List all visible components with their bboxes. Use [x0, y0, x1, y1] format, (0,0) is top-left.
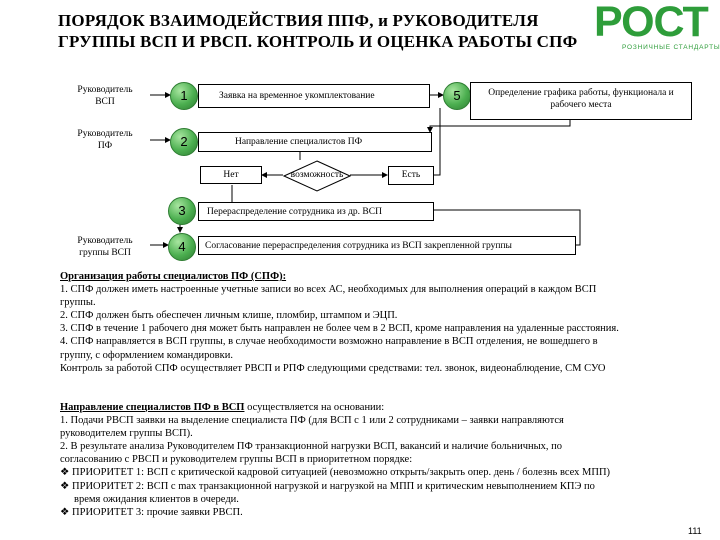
decision-no-label: Нет: [223, 170, 239, 180]
org-line: группы.: [60, 297, 96, 309]
logo-tagline: РОЗНИЧНЫЕ СТАНДАРТЫ: [622, 44, 720, 51]
org-line: 1. СПФ должен иметь настроенные учетные записи во всех АС, необходимых для выполнения операций в каждом ВСП: [60, 284, 597, 296]
role-ppf-line1: Руководитель: [77, 129, 133, 139]
connector-5-2: [430, 120, 570, 132]
step-4-box: [198, 236, 576, 255]
step-2-number: 2: [170, 128, 198, 156]
title-line-1: ПОРЯДОК ВЗАИМОДЕЙСТВИЯ ППФ, и РУКОВОДИТЕЛЯ: [58, 11, 539, 30]
step-3-text: Перераспределение сотрудника из др. ВСП: [207, 207, 382, 217]
logo-name: РОСТ: [594, 0, 708, 46]
step-5-number: 5: [443, 82, 471, 110]
dir-line: 2. В результате анализа Руководителем ПФ транзакционной нагрузки ВСП, вакансий и наличие больничных, по: [60, 441, 563, 453]
role-head-vsp: [60, 84, 150, 118]
role-head-group: [60, 235, 150, 265]
role-vsp-line2: ВСП: [95, 97, 115, 107]
dir-heading-line: [60, 401, 720, 414]
connector-yes-5: [432, 108, 440, 175]
role-ppf-line2: ПФ: [97, 141, 113, 151]
role-vsp-line1: Руководитель: [77, 85, 133, 95]
org-line: Контроль за работой СПФ осуществляет РВСП и РПФ следующими средствами: тел. звонок, видеонаблюдение, СМ СУО: [60, 362, 606, 374]
page-number: 111: [688, 526, 702, 536]
step-3-box: [198, 202, 434, 221]
step-4-number: 4: [168, 233, 196, 261]
decision-yes-box: [388, 166, 434, 185]
step-2-box: [198, 132, 432, 152]
org-line: группу, с оформлением командировки.: [60, 349, 233, 361]
step-4-text: Согласование перераспределения сотрудника из ВСП закрепленной группы: [205, 241, 512, 251]
dir-line: руководителем группы ВСП).: [60, 428, 193, 440]
dir-line: согласованию с РВСП и руководителем группы ВСП в приоритетном порядке:: [60, 454, 413, 466]
step-1-text: Заявка на временное укомплектование: [219, 91, 375, 101]
step-2-text: Направление специалистов ПФ: [235, 137, 363, 147]
org-section: [60, 270, 720, 375]
role-head-ppf: [60, 128, 150, 162]
org-line: 4. СПФ направляется в ВСП группы, в случае необходимости возможно направление в ВСП отделения, не вошедшего в: [60, 336, 598, 348]
dir-heading: Направление специалистов ПФ в ВСП: [60, 402, 245, 413]
org-heading: Организация работы специалистов ПФ (СПФ):: [60, 271, 287, 282]
dir-line: 1. Подачи РВСП заявки на выделение специалиста ПФ (для ВСП с 1 или 2 сотрудниками – заявки направляются: [60, 415, 564, 427]
priority-item: ❖ ПРИОРИТЕТ 3: прочие заявки РВСП.: [60, 506, 243, 518]
priority-item: время ожидания клиентов в очереди.: [74, 493, 239, 505]
priority-item: ❖ ПРИОРИТЕТ 1: ВСП с критической кадровой ситуацией (невозможно открыть/закрыть опер. день / болезнь всех МПП): [60, 467, 611, 479]
decision-no-box: [200, 166, 262, 184]
org-line: 2. СПФ должен быть обеспечен личным клише, пломбир, штампом и ЭЦП.: [60, 310, 398, 322]
dir-heading-rest: осуществляется на основании:: [244, 402, 385, 413]
decision-label: возможность: [290, 170, 344, 180]
role-group-line2: группы ВСП: [79, 248, 131, 258]
decision-yes-label: Есть: [401, 170, 421, 180]
step-3-number: 3: [168, 197, 196, 225]
priority-item: ❖ ПРИОРИТЕТ 2: ВСП с max транзакционной нагрузкой и нагрузкой на МПП и критическим невыполнением КПЭ по: [60, 480, 595, 492]
dir-section: [60, 401, 720, 519]
role-group-line1: Руководитель: [77, 236, 133, 246]
title-line-2: ГРУППЫ ВСП И РВСП. КОНТРОЛЬ И ОЦЕНКА РАБОТЫ СПФ: [58, 32, 578, 51]
org-line: 3. СПФ в течение 1 рабочего дня может быть направлен не более чем в 2 ВСП, кроме направления на удаленные расстояния.: [60, 323, 619, 335]
step-1-number: 1: [170, 82, 198, 110]
step-5-text: Определение графика работы, функционала и рабочего места: [488, 88, 674, 110]
step-1-box: [198, 84, 430, 108]
step-5-box: [470, 82, 692, 120]
